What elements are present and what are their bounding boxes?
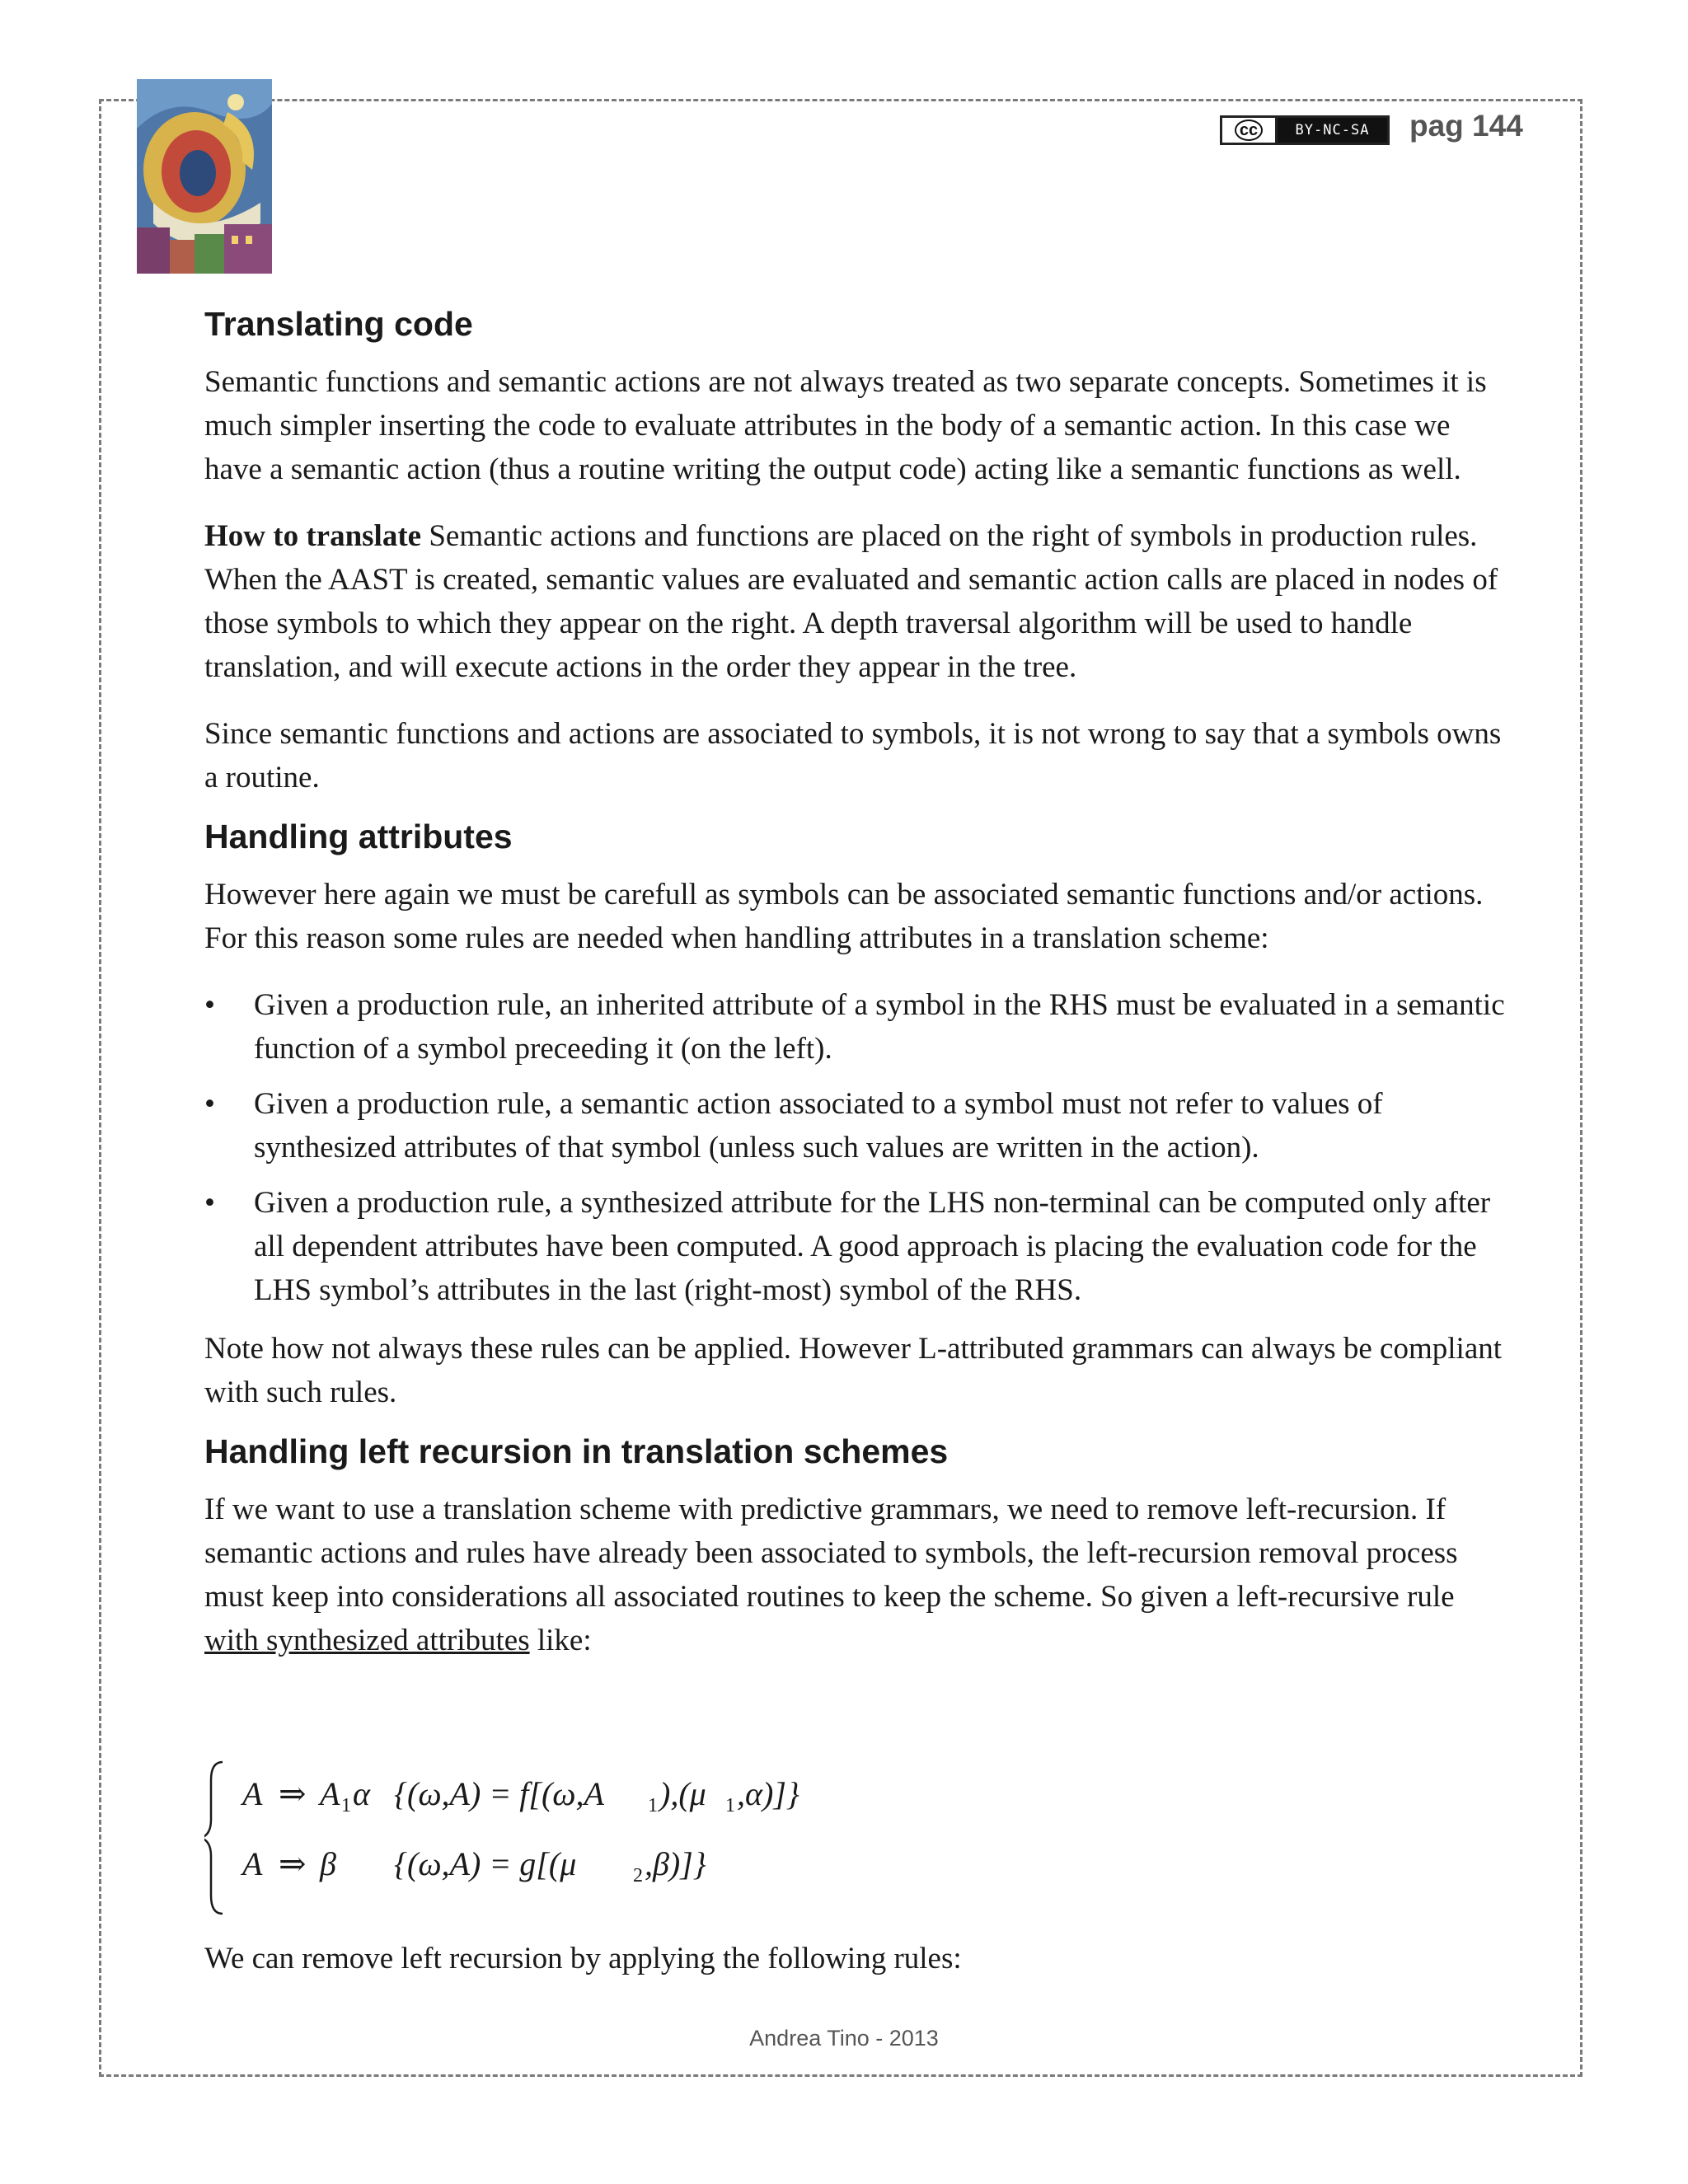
paragraph-lead: How to translate (204, 519, 422, 553)
formula-line1-rhs-symbol: A (320, 1775, 340, 1812)
paragraph-body: Semantic actions and functions are placed on the right of symbols in production rules. When the AAST is created, semantic values are evaluated and semantic action calls are placed in nodes of those symbols to which they appear on the right. A depth traversal algorithm will be used to handle translation, and will execute actions in the order they appear in the tree. (204, 519, 1498, 684)
formula-line1-action-sub2: 1 (725, 1795, 735, 1816)
paragraph-symbols-routine: Since semantic functions and actions are associated to symbols, it is not wrong to say that a symbols owns a routine. (204, 717, 1502, 794)
list-item: • Given a production rule, an inherited attribute of a symbol in the RHS must be evaluated in a semantic function of a symbol preceeding it (on the left). (204, 983, 1507, 1071)
paragraph-how-to-translate (204, 514, 1507, 689)
formula-line1-lhs: A (242, 1775, 263, 1812)
list-item: • Given a production rule, a synthesized attribute for the LHS non-terminal can be computed only after all dependent attributes have been computed. A good approach is placing the evaluation code for the LHS symbol’s attributes in the last (right-most) symbol of the RHS. (204, 1181, 1507, 1312)
formula-line1-action-close: ,α)]} (737, 1775, 799, 1812)
heading-translating-code: Translating code (204, 305, 473, 343)
heading-handling-attributes: Handling attributes (204, 818, 513, 855)
page-number: pag 144 (1409, 109, 1523, 143)
cover-painting (137, 79, 272, 274)
formula-line2-action-close: ,β)]} (645, 1845, 706, 1882)
formula-line1-rhs-sub: 1 (341, 1795, 351, 1816)
formula-line1-rhs-greek: α (353, 1775, 370, 1812)
formula-line2-action-open: {(ω,A) = g[(μ (394, 1845, 577, 1882)
license-label: BY-NC-SA (1278, 118, 1387, 143)
painting-art (137, 79, 272, 274)
rules-list (204, 983, 1507, 1312)
footer-author: Andrea Tino - 2013 (749, 2026, 939, 2050)
underlined-phrase: with synthesized attributes (204, 1624, 530, 1657)
paragraph-closing: We can remove left recursion by applying the following rules: (204, 1942, 962, 1975)
formula-line2-arrow: ⇒ (279, 1845, 307, 1882)
list-item: • Given a production rule, a semantic action associated to a symbol must not refer to values of synthesized attributes of that symbol (unless such values are written in the action). (204, 1082, 1507, 1169)
left-recursive-rule-formula (204, 1755, 864, 1920)
cc-logo-icon: cc (1222, 118, 1278, 143)
formula-line2-action-sub: 2 (633, 1865, 643, 1886)
text-before: If we want to use a translation scheme with predictive grammars, we need to remove left-recursion. If semantic actions and rules have already been associated to symbols, the left-recursion removal process must keep into considerations all associated routines to keep the scheme. So given a left-recursive rule (204, 1493, 1458, 1614)
paragraph-rules-note: Note how not always these rules can be applied. However L-attributed grammars can always be compliant with such rules. (204, 1332, 1503, 1409)
left-brace (204, 1762, 223, 1914)
paragraph-translating-intro: Semantic functions and semantic actions are not always treated as two separate concepts. Sometimes it is much simpler inserting the code to evaluate attributes in the body of a semantic action. In this case we have a semantic action (thus a routine writing the output code) acting like a semantic functions as well. (204, 365, 1487, 486)
formula-line2-lhs: A (242, 1845, 263, 1882)
formula-line1-arrow: ⇒ (279, 1775, 307, 1812)
main-content (204, 305, 1507, 1685)
formula-line2-rhs-greek: β (320, 1845, 336, 1882)
paragraph-left-recursion (204, 1488, 1507, 1662)
heading-left-recursion: Handling left recursion in translation schemes (204, 1432, 949, 1470)
paragraph-attributes-intro: However here again we must be carefull as symbols can be associated semantic functions and/or actions. For this reason some rules are needed when handling attributes in a translation scheme: (204, 878, 1484, 955)
text-after: like: (529, 1624, 592, 1657)
formula-line1-action-sub: 1 (648, 1795, 658, 1816)
formula-line1-action-mid: ),(μ (659, 1775, 706, 1812)
formula-line1-action-open: {(ω,A) = f[(ω,A (394, 1775, 604, 1812)
license-badge[interactable] (1220, 115, 1390, 145)
